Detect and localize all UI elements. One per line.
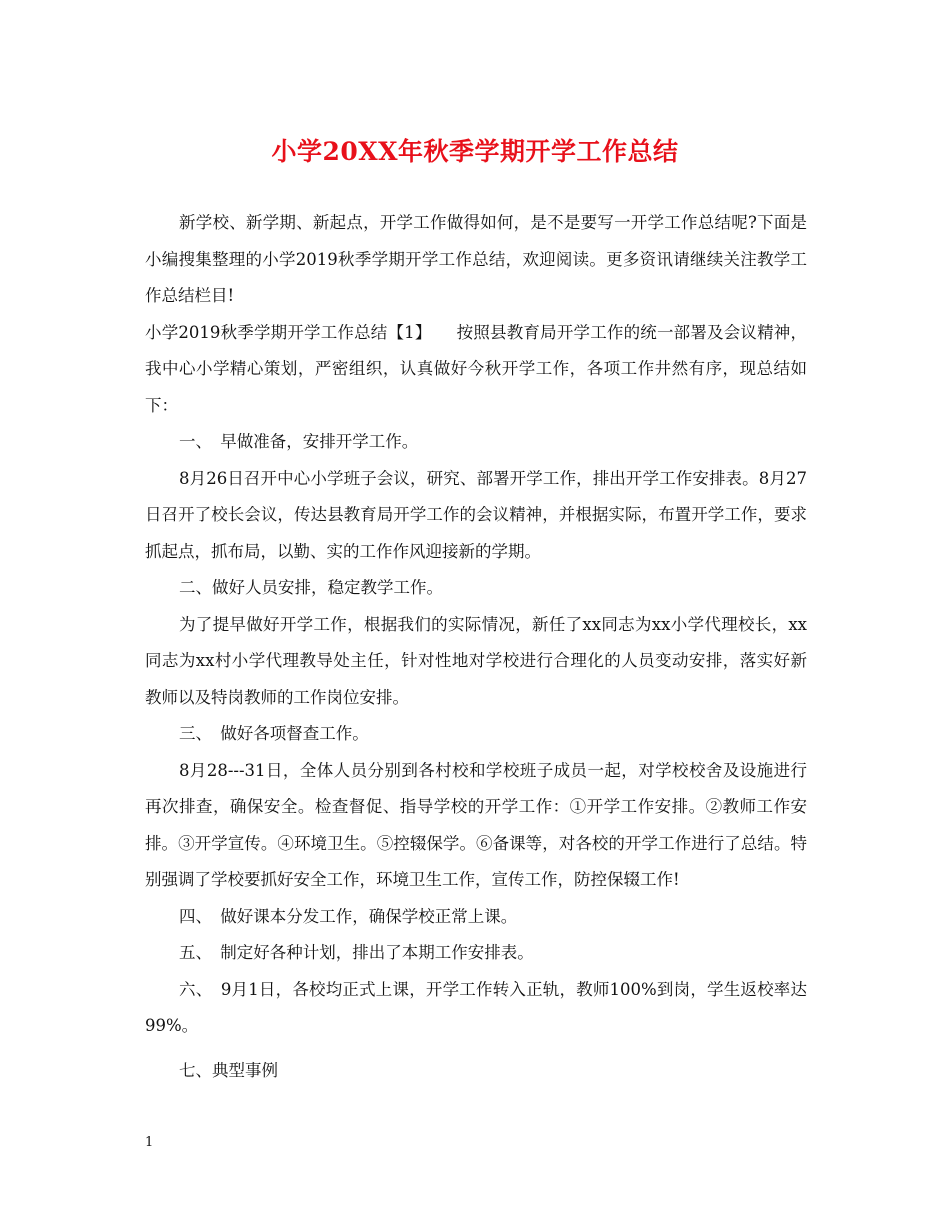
paragraph-item-2-heading: 二、做好人员安排，稳定教学工作。 xyxy=(179,578,443,597)
paragraph-item-3-body: 8月28---31日，全体人员分别到各村校和学校班子成员一起，对学校校舍及设施进行再次排查，确保安全。检查督促、指导学校的开学工作：①开学工作安排。②教师工作安排。③开学宣传。④环境卫生。⑤控辍保学。⑥备课等，对各校的开学工作进行了总结。特别强调了学校要抓好安全工作，环境卫生工作，宣传工作，防控保辍工作! xyxy=(145,760,807,889)
document-title: 小学20XX年秋季学期开学工作总结 xyxy=(271,137,679,166)
paragraph-item-7-heading: 七、典型事例 xyxy=(179,1060,278,1080)
paragraph-item-5: 五、 制定好各种计划，排出了本期工作安排表。 xyxy=(179,943,534,962)
document-body xyxy=(145,205,807,1089)
paragraph-section-heading: 小学2019秋季学期开学工作总结【1】 按照县教育局开学工作的统一部署及会议精神，我中心小学精心策划，严密组织，认真做好今秋开学工作，各项工作井然有序，现总结如下： xyxy=(145,322,807,415)
paragraph-intro: 新学校、新学期、新起点，开学工作做得如何，是不是要写一开学工作总结呢?下面是小编搜集整理的小学2019秋季学期开学工作总结，欢迎阅读。更多资讯请继续关注教学工作总结栏目! xyxy=(145,213,807,305)
paragraph-item-1-body: 8月26日召开中心小学班子会议，研究、部署开学工作，排出开学工作安排表。8月27日召开了校长会议，传达县教育局开学工作的会议精神，并根据实际，布置开学工作，要求抓起点，抓布局，以勤、实的工作作风迎接新的学期。 xyxy=(145,468,807,561)
paragraph-item-6: 六、 9月1日，各校均正式上课，开学工作转入正轨，教师100%到岗，学生返校率达99%。 xyxy=(145,979,807,1035)
paragraph-item-4: 四、 做好课本分发工作，确保学校正常上课。 xyxy=(179,906,518,926)
paragraph-item-1-heading: 一、 早做准备，安排开学工作。 xyxy=(179,432,419,451)
paragraph-item-3-heading: 三、 做好各项督查工作。 xyxy=(179,724,369,743)
paragraph-item-2-body: 为了提早做好开学工作，根据我们的实际情况，新任了xx同志为xx小学代理校长，xx同志为xx村小学代理教导处主任，针对性地对学校进行合理化的人员变动安排，落实好新教师以及特岗教师的工作岗位安排。 xyxy=(145,614,807,707)
page-number: 1 xyxy=(145,1135,154,1150)
